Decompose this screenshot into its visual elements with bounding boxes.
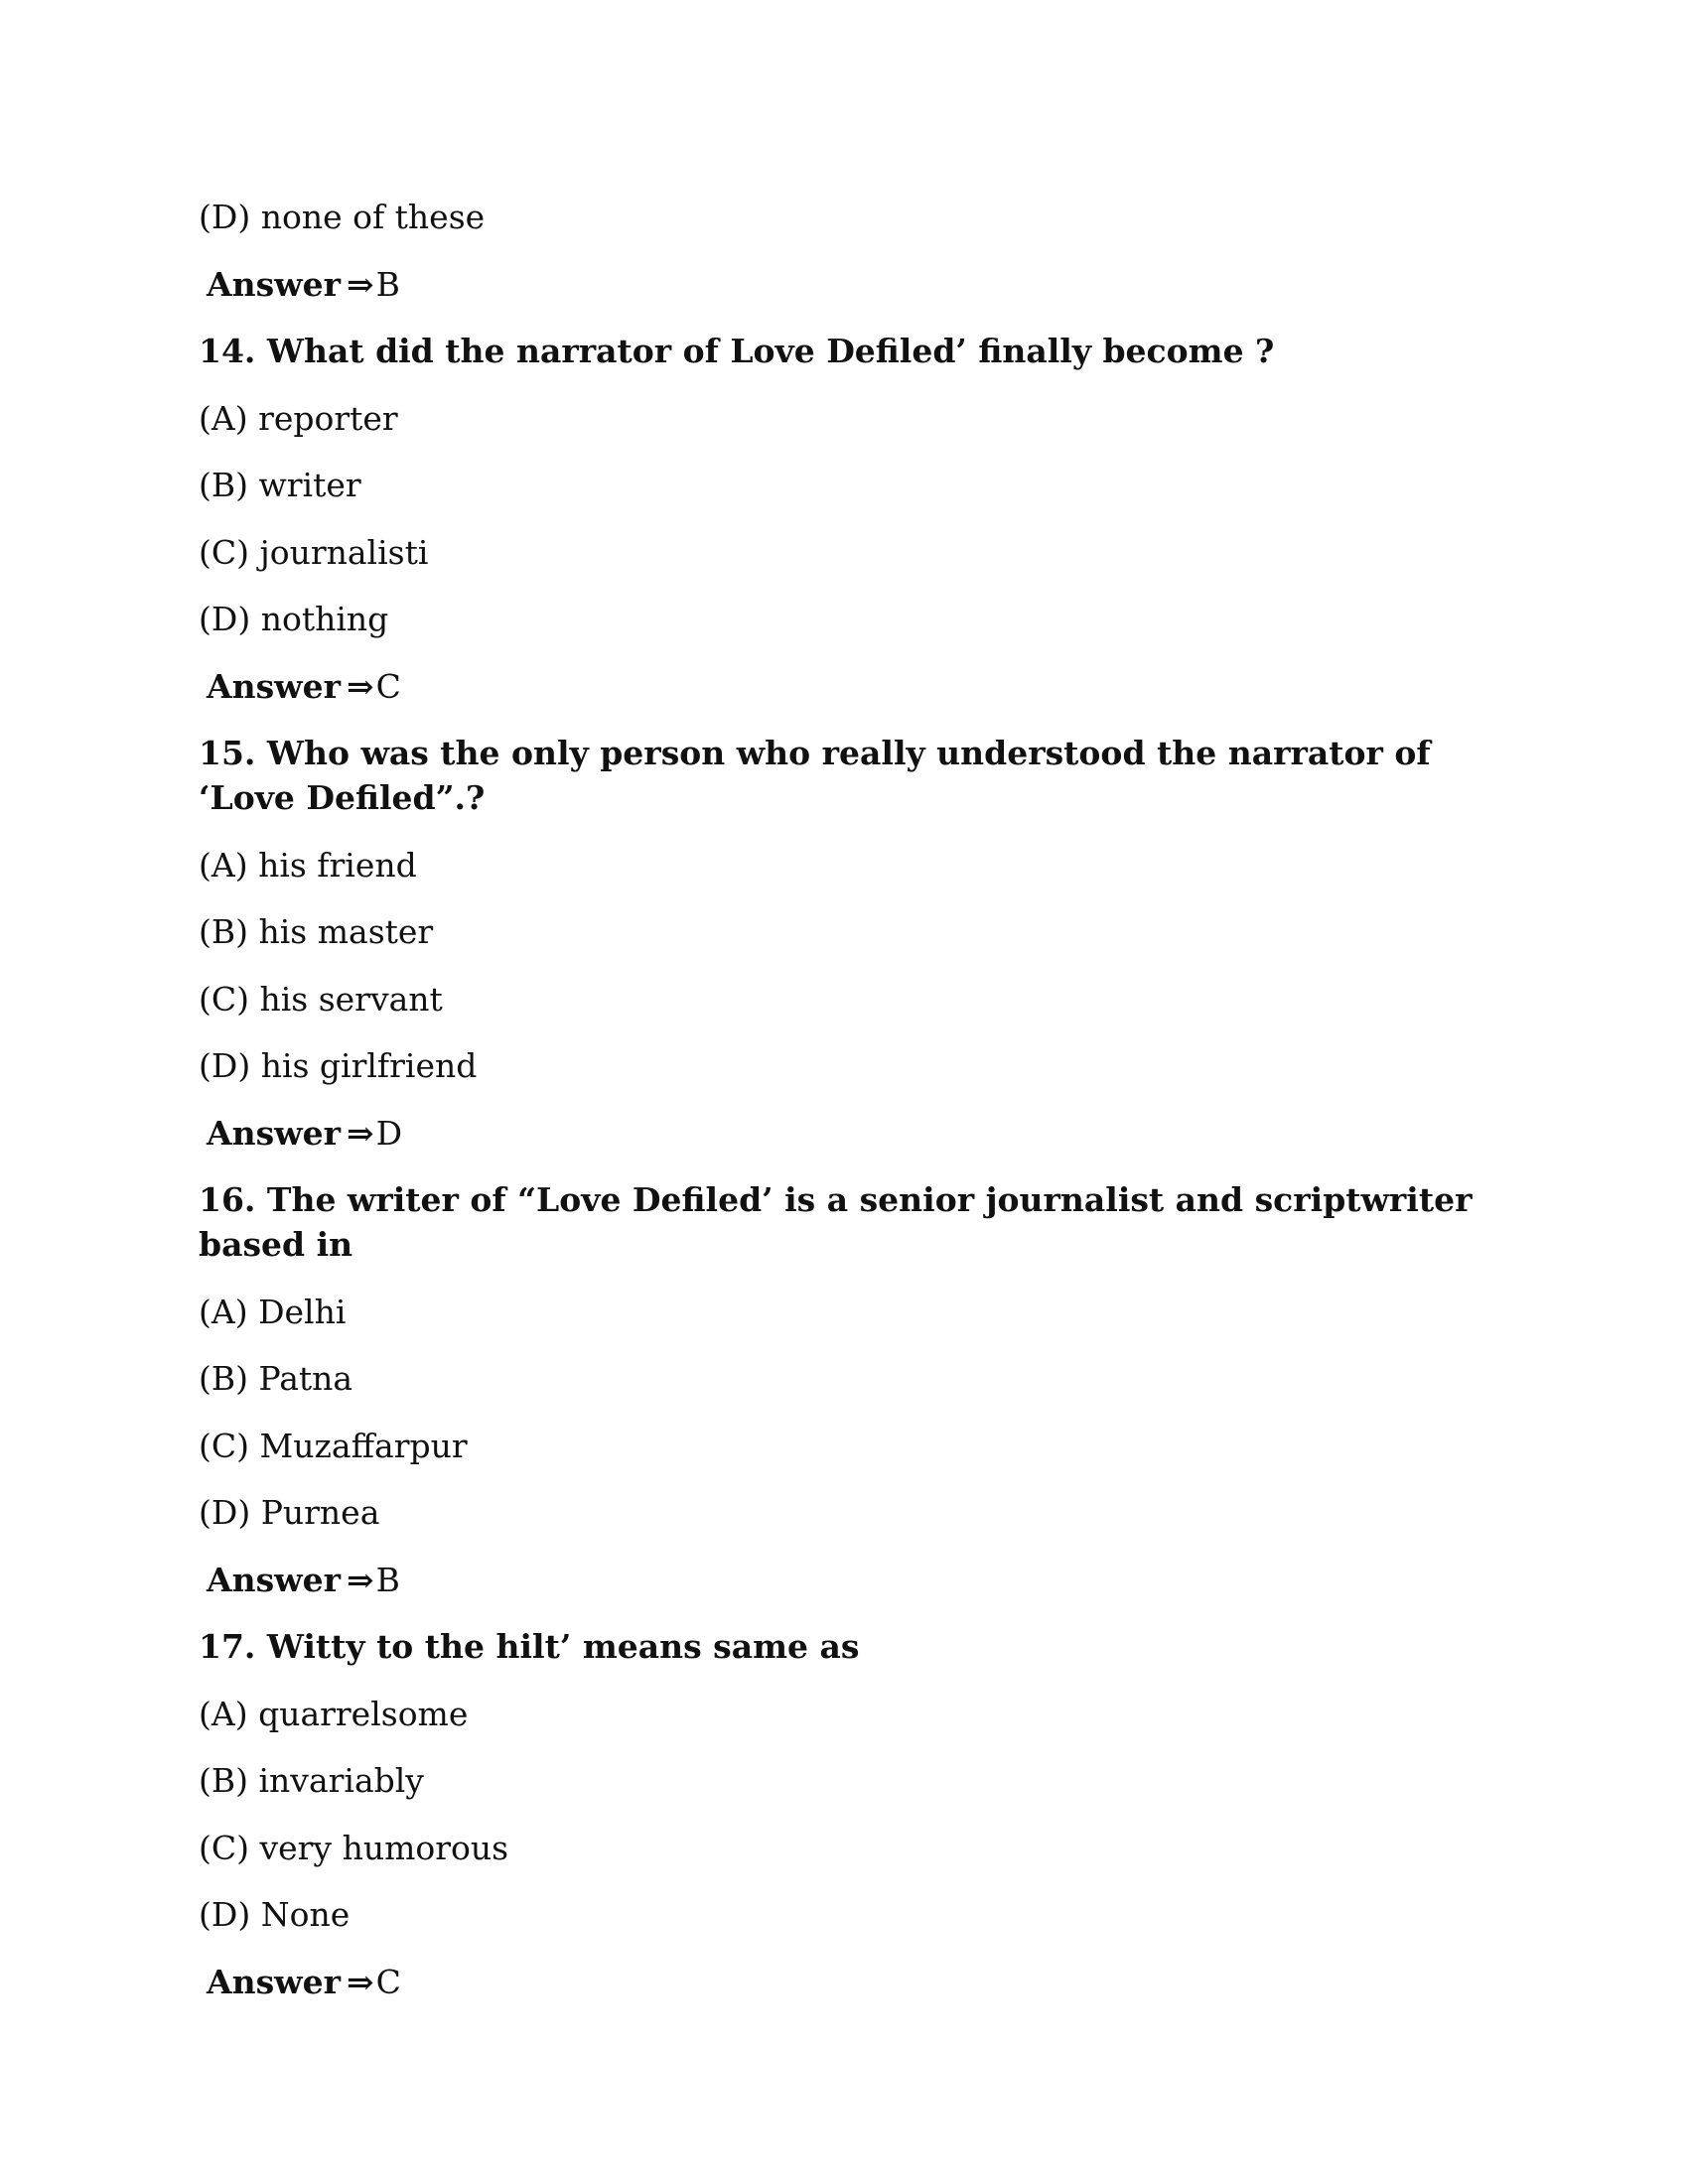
- option-d: (D) Purnea: [199, 1493, 380, 1532]
- option-a: (A) Delhi: [199, 1292, 347, 1331]
- document-page: [199, 195, 1489, 2026]
- option-d: (D) none of these: [199, 198, 486, 236]
- option-d: (D) None: [199, 1895, 351, 1934]
- answer-line: [199, 262, 1489, 330]
- option-c: (C) Muzaffarpur: [199, 1426, 468, 1465]
- question-15: 15. Who was the only person who really understood the narrator of ‘Love Defiled”.?: [199, 734, 1431, 817]
- option-c: (C) journalisti: [199, 532, 429, 572]
- answer-value: D: [375, 1113, 403, 1153]
- option-c: (C) very humorous: [199, 1828, 509, 1867]
- answer-line: [199, 1960, 1489, 2027]
- question-17: 17. Witty to the hilt’ means same as: [199, 1627, 860, 1666]
- answer-value: C: [375, 1962, 401, 2001]
- option-a: (A) quarrelsome: [199, 1694, 469, 1733]
- answer-label: Answer: [207, 1560, 341, 1599]
- question-14: 14. What did the narrator of Love Defiled’ finally become ?: [199, 332, 1275, 370]
- answer-label: Answer: [207, 666, 341, 706]
- answer-line: [199, 1111, 1489, 1178]
- answer-line: [199, 1558, 1489, 1625]
- option-d: (D) his girlfriend: [199, 1046, 478, 1085]
- option-b: (B) Patna: [199, 1359, 353, 1398]
- answer-value: B: [375, 1560, 400, 1599]
- right-double-arrow-icon: ⇒: [346, 666, 374, 706]
- option-b: (B) writer: [199, 466, 361, 504]
- answer-label: Answer: [207, 264, 341, 304]
- option-b: (B) invariably: [199, 1761, 424, 1800]
- option-d: (D) nothing: [199, 600, 389, 638]
- right-double-arrow-icon: ⇒: [346, 264, 374, 304]
- answer-value: B: [375, 264, 400, 304]
- right-double-arrow-icon: ⇒: [346, 1560, 374, 1599]
- right-double-arrow-icon: ⇒: [346, 1962, 374, 2001]
- question-16: 16. The writer of “Love Defiled’ is a senior journalist and scriptwriter based in: [199, 1180, 1473, 1264]
- right-double-arrow-icon: ⇒: [346, 1113, 374, 1153]
- option-c: (C) his servant: [199, 979, 443, 1019]
- answer-value: C: [375, 666, 401, 706]
- answer-line: [199, 664, 1489, 732]
- answer-label: Answer: [207, 1962, 341, 2001]
- option-a: (A) his friend: [199, 845, 417, 885]
- option-a: (A) reporter: [199, 398, 398, 438]
- option-b: (B) his master: [199, 912, 434, 951]
- answer-label: Answer: [207, 1113, 341, 1153]
